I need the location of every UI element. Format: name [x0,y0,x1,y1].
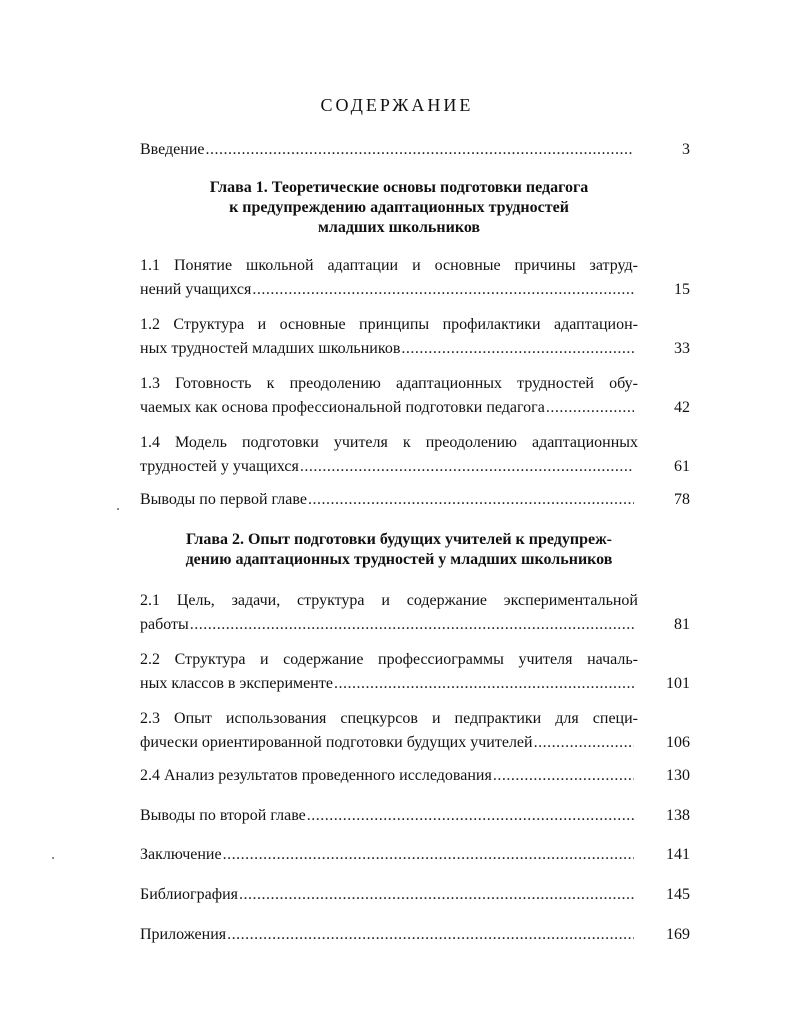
dot-leader [534,731,634,755]
chapter-heading-line: к предупреждению адаптационных трудностей [229,199,569,216]
page-number: 33 [674,340,690,357]
entry-label: 2.4 Анализ результатов проведенного исследования [140,767,492,784]
entry-label: Выводы по второй главе [140,807,306,824]
page-number: 130 [666,767,690,784]
toc-entry-2-4[interactable] [140,764,690,788]
entry-line: 2.3 Опыт использования спецкурсов и педпрактики для специ- [140,710,638,727]
page-number: 3 [682,141,690,158]
page-number: 42 [674,399,690,416]
dot-leader [239,883,634,907]
chapter-heading-line: младших школьников [317,219,481,236]
toc-entry-1-4[interactable] [140,431,690,479]
page-number: 61 [674,458,690,475]
page-number: 15 [674,281,690,298]
entry-label: ных классов в эксперименте [140,675,333,692]
entry-label: фически ориентированной подготовки будущих учителей [140,734,533,751]
chapter-heading-line: Глава 2. Опыт подготовки будущих учителей к предупреж- [185,531,612,548]
dot-leader [252,278,634,302]
toc-entry-final[interactable] [140,843,690,867]
dot-leader [206,138,635,162]
entry-label: трудностей у учащихся [140,458,299,475]
page-number: 101 [666,675,690,692]
toc-entry-1-3[interactable] [140,372,690,420]
entry-label: Введение [140,141,205,158]
dot-leader [308,488,634,512]
entry-label: Библиография [140,886,238,903]
entry-label: нений учащихся [140,281,252,298]
entry-line: 1.2 Структура и основные принципы профилактики адаптацион- [140,316,638,333]
page-number: 169 [666,926,690,943]
scan-speck [117,508,119,510]
entry-label: Выводы по первой главе [140,491,307,508]
toc-entry-appendix[interactable] [140,923,690,947]
dot-leader [227,923,634,947]
page-title: СОДЕРЖАНИЕ [320,95,474,115]
entry-label: Приложения [140,926,227,943]
dot-leader [190,613,634,637]
toc-entry-intro[interactable] [140,138,690,162]
toc-entry-2-3[interactable] [140,707,690,755]
page-number: 81 [674,616,690,633]
toc-entry-2-2[interactable] [140,648,690,696]
entry-label: чаемых как основа профессиональной подготовки педагога [140,399,545,416]
dot-leader [546,396,634,420]
chapter-heading-line: Глава 1. Теоретические основы подготовки педагога [209,179,589,196]
dot-leader [300,455,634,479]
dot-leader [307,804,634,828]
dot-leader [223,843,634,867]
chapter-heading-line: дению адаптационных трудностей у младших школьников [185,551,613,568]
toc-entry-conclusion-2[interactable] [140,804,690,828]
dot-leader [401,337,634,361]
toc-entry-bibliography[interactable] [140,883,690,907]
entry-label: Заключение [140,846,222,863]
entry-line: 1.1 Понятие школьной адаптации и основные причины затруд- [140,257,638,274]
toc-entry-1-2[interactable] [140,313,690,361]
entry-line: 1.4 Модель подготовки учителя к преодолению адаптационных [140,434,638,451]
dot-leader [493,764,634,788]
chapter-1-heading [140,178,658,238]
page-number: 145 [666,886,690,903]
page-number: 138 [666,807,690,824]
toc-entry-conclusion-1[interactable] [140,488,690,512]
entry-line: 1.3 Готовность к преодолению адаптационных трудностей обу- [140,375,638,392]
chapter-2-heading [140,530,658,570]
page-number: 78 [674,491,690,508]
entry-label: работы [140,616,189,633]
toc-entry-1-1[interactable] [140,254,690,302]
entry-line: 2.2 Структура и содержание профессиограммы учителя началь- [140,651,638,668]
entry-label: ных трудностей младших школьников [140,340,401,357]
toc-entry-2-1[interactable] [140,589,690,637]
page-number: 141 [666,846,690,863]
page-number: 106 [666,734,690,751]
entry-line: 2.1 Цель, задачи, структура и содержание экспериментальной [140,592,638,609]
scan-speck [52,857,54,859]
dot-leader [334,672,634,696]
